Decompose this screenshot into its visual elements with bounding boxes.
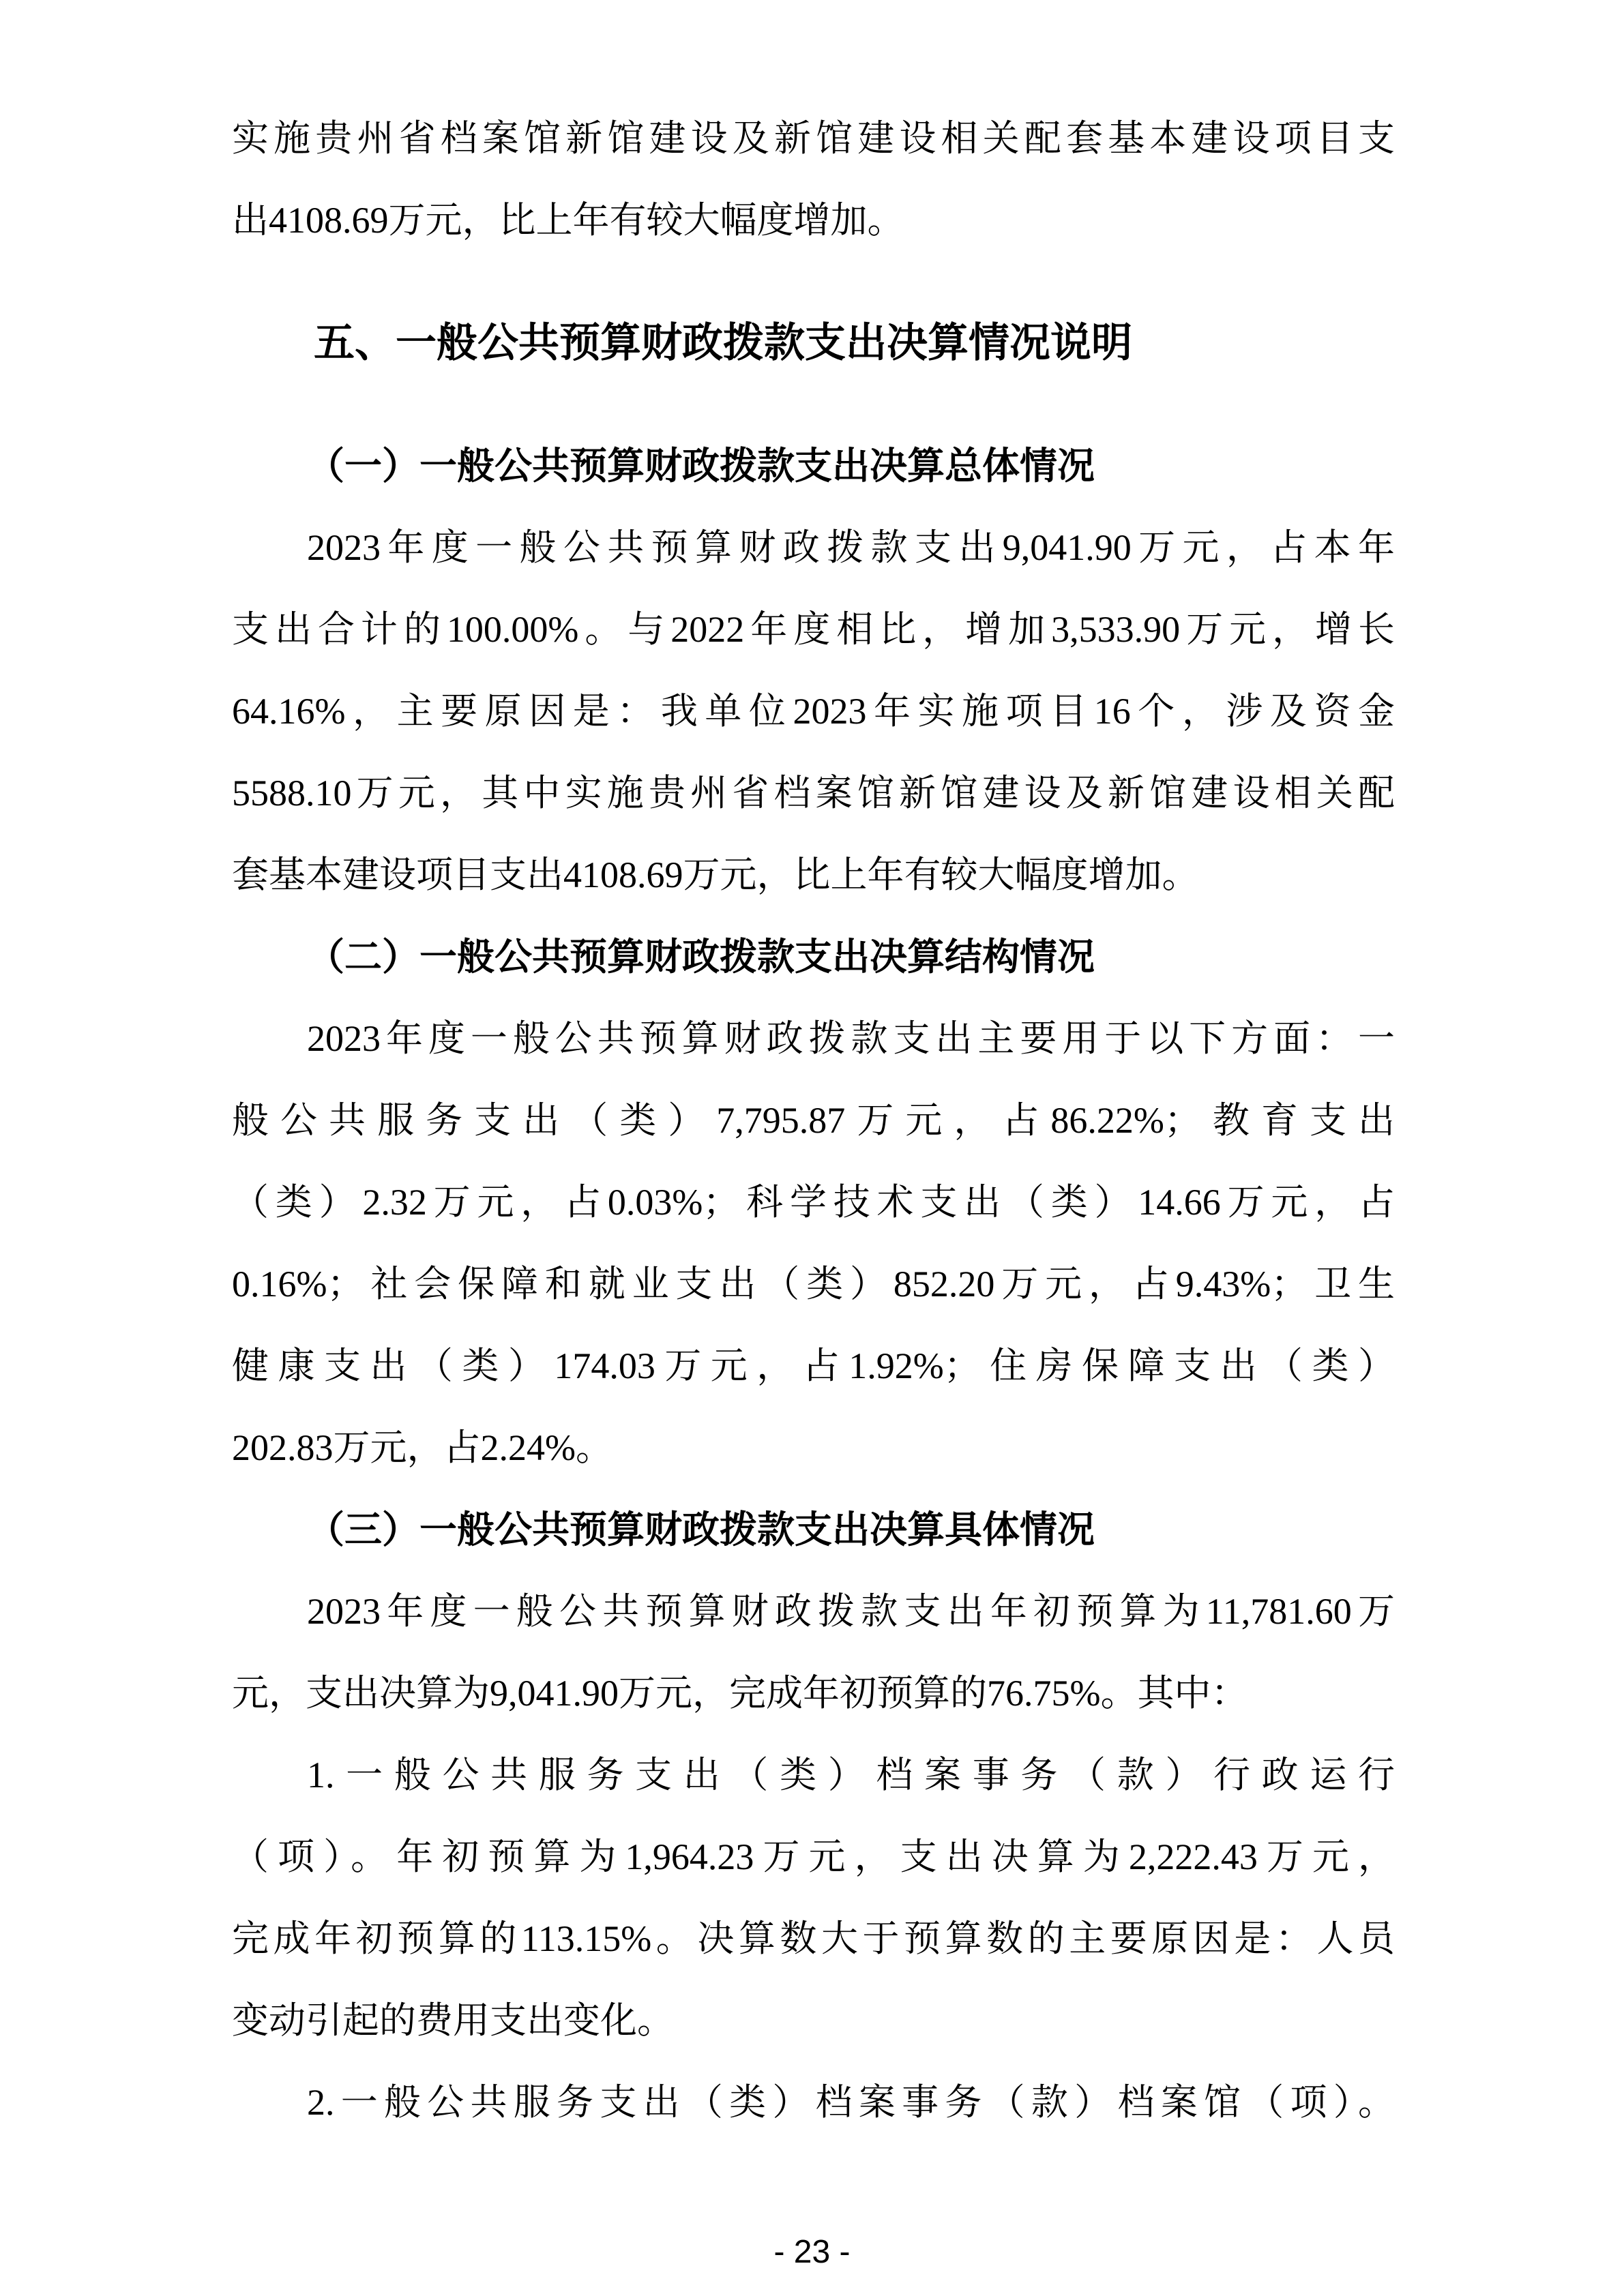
body-paragraph-specific-situation: [232, 1570, 1395, 1734]
subsection-heading-5-3: （三）一般公共预算财政拨款支出决算具体情况: [307, 1508, 1095, 1551]
body-paragraph-structure-situation: [232, 998, 1395, 1489]
text-line: 出4108.69万元，比上年有较大幅度增加。: [232, 200, 904, 241]
subsection-heading-5-2: （二）一般公共预算财政拨款支出决算结构情况: [307, 936, 1095, 978]
text-line: 202.83万元，占2.24%。: [232, 1427, 612, 1468]
text-line: 变动引起的费用支出变化。: [232, 2000, 674, 2041]
page-number: - 23 -: [773, 2234, 851, 2270]
text-line: （项）。年初预算为1,964.23万元，支出决算为2,222.43万元，: [232, 1836, 1395, 1877]
text-line: 2023年度一般公共预算财政拨款支出年初预算为11,781.60万: [307, 1591, 1395, 1632]
text-line: 完成年初预算的113.15%。决算数大于预算数的主要原因是：人员: [232, 1918, 1395, 1959]
paragraph-continued-from-previous-page: [232, 98, 1395, 261]
section-heading-5: 五、一般公共预算财政拨款支出决算情况说明: [314, 320, 1132, 366]
text-line: 般公共服务支出（类）7,795.87万元，占86.22%；教育支出: [232, 1100, 1395, 1141]
text-line: 2023年度一般公共预算财政拨款支出9,041.90万元，占本年: [307, 527, 1395, 568]
subsection-heading-5-1: （一）一般公共预算财政拨款支出决算总体情况: [307, 445, 1095, 487]
text-line: 支出合计的100.00%。与2022年度相比，增加3,533.90万元，增长: [232, 609, 1395, 650]
body-paragraph-item-1: [232, 1734, 1395, 2061]
page-content: [232, 98, 1395, 2143]
text-line: 套基本建设项目支出4108.69万元，比上年有较大幅度增加。: [232, 854, 1199, 895]
text-line: 64.16%，主要原因是：我单位2023年实施项目16个，涉及资金: [232, 691, 1395, 732]
text-line: 健康支出（类）174.03万元，占1.92%；住房保障支出（类）: [232, 1345, 1395, 1386]
text-line: 2023年度一般公共预算财政拨款支出主要用于以下方面：一: [307, 1018, 1395, 1059]
text-line: 5588.10万元，其中实施贵州省档案馆新馆建设及新馆建设相关配: [232, 773, 1395, 814]
text-line: 2.一般公共服务支出（类）档案事务（款）档案馆（项）。: [307, 2082, 1395, 2123]
text-line: 实施贵州省档案馆新馆建设及新馆建设相关配套基本建设项目支: [232, 118, 1395, 159]
text-line: （类）2.32万元，占0.03%；科学技术支出（类）14.66万元，占: [232, 1182, 1395, 1223]
body-paragraph-item-2: [232, 2061, 1395, 2143]
text-line: 1.一般公共服务支出（类）档案事务（款）行政运行: [307, 1755, 1395, 1795]
text-line: 元，支出决算为9,041.90万元，完成年初预算的76.75%。其中：: [232, 1673, 1248, 1714]
body-paragraph-overall-situation: [232, 507, 1395, 916]
text-line: 0.16%；社会保障和就业支出（类）852.20万元，占9.43%；卫生: [232, 1264, 1395, 1304]
